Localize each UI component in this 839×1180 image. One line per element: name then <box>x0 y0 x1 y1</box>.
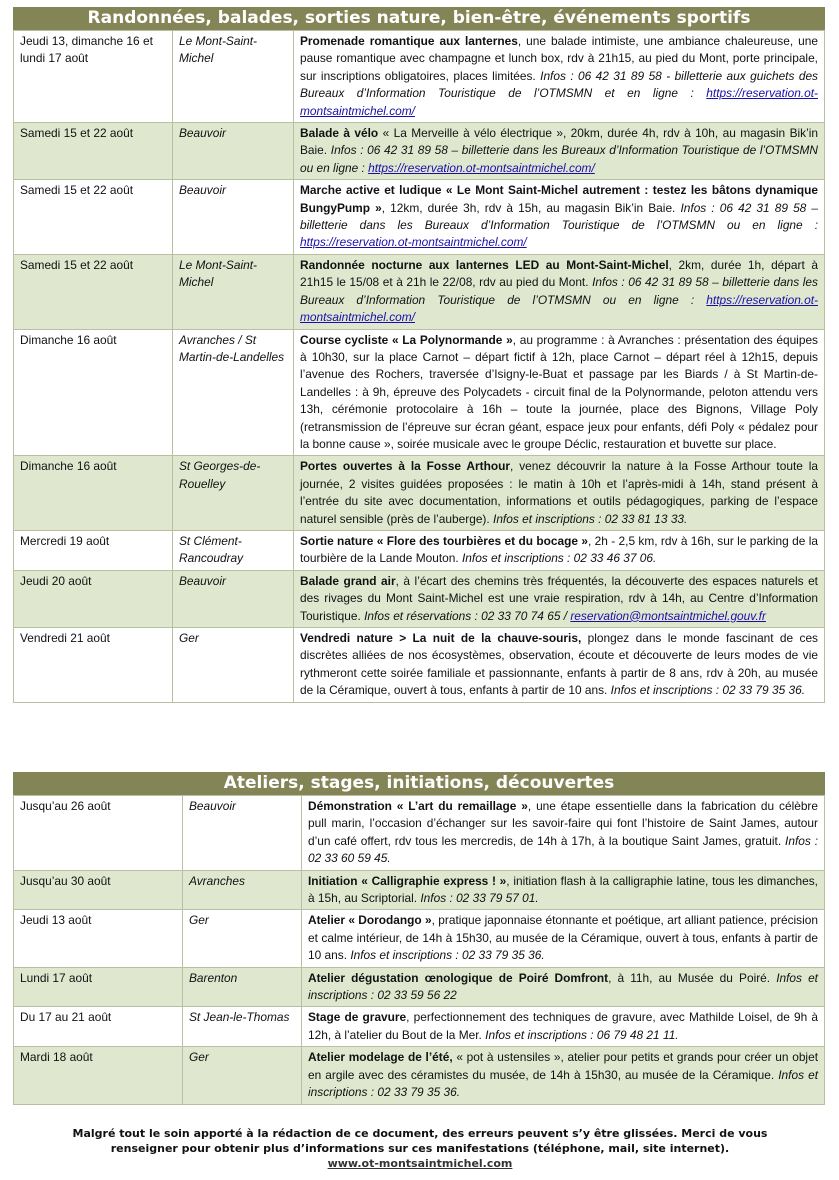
booking-link[interactable]: https://reservation.ot-montsaintmichel.com/ <box>300 86 818 118</box>
event-title: Balade grand air <box>300 573 396 588</box>
event-date: Jeudi 20 août <box>14 570 173 627</box>
table-row <box>14 123 825 180</box>
event-place: Beauvoir <box>183 796 302 871</box>
event-description <box>302 796 825 871</box>
event-info: Infos et inscriptions : 02 33 79 35 36. <box>308 1067 819 1100</box>
event-place: Ger <box>183 910 302 967</box>
event-date: Dimanche 16 août <box>14 329 173 456</box>
section-title: Randonnées, balades, sorties nature, bien-être, événements sportifs <box>13 7 825 30</box>
event-title: Atelier dégustation œnologique de Poiré Domfront <box>308 970 609 985</box>
event-date: Mercredi 19 août <box>14 530 173 570</box>
table-row <box>14 530 825 570</box>
event-text: , perfectionnement des techniques de gravure, avec Mathilde Loisel, de 9h à 12h, à l’atelier du Bout de la Mer. <box>308 1010 818 1042</box>
event-description <box>294 329 825 456</box>
table-row <box>14 967 825 1007</box>
event-description <box>294 123 825 180</box>
event-title: Course cycliste « La Polynormande » <box>300 332 513 347</box>
event-info: Infos : 02 33 79 57 01. <box>420 891 539 906</box>
event-info: Infos : 06 42 31 89 58 – billetterie dans les Bureaux d’Information Touristique de l’OTMSMN ou en ligne : <box>300 143 819 175</box>
event-title: Balade à vélo <box>300 126 379 141</box>
event-text: , 2km, durée 1h, départ à 21h15 le 15/08 et à 21h le 22/08, rdv au pied du Mont. <box>300 257 818 290</box>
event-text: « La Merveille à vélo électrique », 20km, durée 4h, rdv à 10h, au magasin Bik’in Baie. <box>300 126 818 158</box>
event-title: Initiation « Calligraphie express ! » <box>308 873 507 888</box>
event-date: Mardi 18 août <box>14 1047 183 1104</box>
event-place: Barenton <box>183 967 302 1007</box>
event-text: , 2h - 2,5 km, rdv à 16h, sur le parking de la tourbière de la Lande Mouton. <box>300 533 818 566</box>
event-title: Promenade romantique aux lanternes <box>300 34 518 48</box>
event-title: Portes ouvertes à la Fosse Arthour <box>300 459 511 474</box>
event-info: Infos et inscriptions : 02 33 79 35 36. <box>350 948 545 963</box>
event-text: , venez découvrir la nature à la Fosse Arthour toute la journée, 2 visites guidées proposées : le matin à 10h et l’après-midi à 14h, stand présent à l’entrée du site avec documentation, informations et outils pédagogiques, parking de l’espace naturel sensible (près de l’auberge). <box>300 459 818 526</box>
event-info: Infos et inscriptions : 02 33 79 35 36. <box>610 683 806 698</box>
event-place: Beauvoir <box>173 180 294 255</box>
event-description <box>294 180 825 255</box>
event-place: Beauvoir <box>173 570 294 627</box>
event-date: Samedi 15 et 22 août <box>14 180 173 255</box>
event-date: Samedi 15 et 22 août <box>14 254 173 329</box>
event-text: , pratique japonnaise étonnante et poétique, art alliant patience, précision et calme intérieur, de 14h à 15h30, au musée de la Céramique, ouvert à tous, enfants à partir de 10 ans. <box>308 913 818 963</box>
event-place: Le Mont-Saint-Michel <box>173 31 294 123</box>
event-description <box>294 456 825 531</box>
table-row <box>14 254 825 329</box>
event-place: Le Mont-Saint-Michel <box>173 254 294 329</box>
event-date: Samedi 15 et 22 août <box>14 123 173 180</box>
table-row <box>14 1007 825 1047</box>
table-row <box>14 180 825 255</box>
event-place: Avranches / St Martin-de-Landelles <box>173 329 294 456</box>
event-text: , une balade intimiste, une ambiance chaleureuse, une pause romantique avec champagne et lunch box, rdv à 21h15, au pied du Mont, porte principale, sur inscriptions obligatoires, places limitées. <box>300 34 818 83</box>
table-row <box>14 329 825 456</box>
event-date: Vendredi 21 août <box>14 628 173 703</box>
event-info: Infos et inscriptions : 06 79 48 21 11. <box>485 1027 679 1042</box>
event-place: St Clément-Rancoudray <box>173 530 294 570</box>
event-text: plongez dans le monde fascinant de ces discrètes alliées de nos écosystèmes, observation, écoute et découverte de leurs modes de vie rythmeront cette soirée familiale et passionnante, enfants à partir de 8 ans, rdv à 20h, au musée de la Céramique, ouvert à tous, enfants à partir de 10 ans. <box>300 631 819 698</box>
event-title: Atelier « Dorodango » <box>308 913 432 928</box>
events-table <box>13 30 825 703</box>
event-place: St Georges-de-Rouelley <box>173 456 294 531</box>
event-description <box>302 967 825 1007</box>
event-info: Infos : 06 42 31 89 58 – billetterie dans les Bureaux d’Information Touristique de l’OTMSMN ou en ligne : <box>300 200 819 233</box>
table-row <box>14 456 825 531</box>
event-info: Infos et inscriptions : 02 33 46 37 06. <box>461 551 657 566</box>
table-row <box>14 31 825 123</box>
table-row <box>14 628 825 703</box>
event-title: Démonstration « L’art du remaillage » <box>308 799 528 813</box>
event-place: Avranches <box>183 870 302 910</box>
event-date: Lundi 17 août <box>14 967 183 1007</box>
disclaimer-text: Malgré tout le soin apporté à la rédaction de ce document, des erreurs peuvent s’y être glissées. Merci de vous renseigner pour obtenir plus d’informations sur ces manifestations (téléphone, mail, site internet). <box>72 1127 768 1155</box>
event-date: Dimanche 16 août <box>14 456 173 531</box>
event-text: , 12km, durée 3h, rdv à 15h, au magasin Bik’in Baie. <box>381 200 681 215</box>
event-date: Jeudi 13 août <box>14 910 183 967</box>
section-randonnees <box>13 7 825 703</box>
table-row <box>14 870 825 910</box>
event-title: Marche active et ludique « Le Mont Saint-Michel autrement : testez les bâtons dynamique BungyPump » <box>300 183 818 215</box>
table-row <box>14 796 825 871</box>
event-description <box>302 1007 825 1047</box>
event-text: , à l’écart des chemins très fréquentés, la découverte des espaces naturels et des rivages du Mont Saint-Michel est une vraie respiration, rdv à 14h, au Centre d’Information Touristique. <box>300 573 818 623</box>
event-date: Du 17 au 21 août <box>14 1007 183 1047</box>
booking-link[interactable]: https://reservation.ot-montsaintmichel.com/ <box>368 160 595 175</box>
event-text: , initiation flash à la calligraphie latine, tous les dimanches, à 15h, au Scriptorial. <box>308 873 818 906</box>
event-place: Beauvoir <box>173 123 294 180</box>
event-place: St Jean-le-Thomas <box>183 1007 302 1047</box>
section-title: Ateliers, stages, initiations, découvertes <box>13 772 825 795</box>
table-row <box>14 1047 825 1104</box>
event-description <box>294 31 825 123</box>
table-row <box>14 570 825 627</box>
event-place: Ger <box>173 628 294 703</box>
event-description <box>294 254 825 329</box>
event-description <box>302 1047 825 1104</box>
website-link[interactable]: www.ot-montsaintmichel.com <box>327 1157 513 1170</box>
events-table <box>13 795 825 1105</box>
event-description <box>294 530 825 570</box>
event-title: Randonnée nocturne aux lanternes LED au Mont-Saint-Michel <box>300 257 669 272</box>
event-place: Ger <box>183 1047 302 1104</box>
disclaimer-footer <box>40 1126 800 1171</box>
event-info: Infos et inscriptions : 02 33 81 13 33. <box>493 511 688 526</box>
event-text: « pot à ustensiles », atelier pour petits et grands pour créer un objet en argile avec des céramistes du musée, de 14h à 15h30, au musée de la Céramique. <box>308 1050 818 1082</box>
event-text: , au programme : à Avranches : présentation des équipes à 10h30, sur la place Carnot – départ fictif à 12h, place Carnot – départ réel à 12h15, depuis l’avenue des Rochers, traversée d’Isigny-le-Buat et passage par les Biards / à St Martin-de-Landelles : à 9h, épreuve des Polycadets - circuit final de la Polynormande, peloton attendu vers 13h, cérémonie protocolaire à 16h – toute la journée, place des Bignons, Village Poly (retransmission de l’épreuve sur écran géant, espace jeux pour enfants, défi Poly « pédalez pour la bonne cause », soirée musicale avec le groupe Déclic, restauration et buvette sur place. <box>300 332 818 451</box>
section-ateliers <box>13 772 825 1105</box>
event-description <box>302 870 825 910</box>
event-date: Jeudi 13, dimanche 16 et lundi 17 août <box>14 31 173 123</box>
event-title: Atelier modelage de l’été, <box>308 1050 453 1065</box>
event-description <box>294 628 825 703</box>
event-info: Infos : 06 42 31 89 58 - billetterie aux guichets des Bureaux d’Information Touristique de l’OTMSMN et en ligne : <box>300 68 819 101</box>
booking-link[interactable]: https://reservation.ot-montsaintmichel.com/ <box>300 235 527 250</box>
event-text: , une étape essentielle dans la fabrication du célèbre pull marin, l’occasion d’échanger sur les savoir-faire qui font l’histoire de Saint James, autour d’un café offert, rdv tous les mercredis, de 14h à 17h, à la boutique Saint James, gratuit. <box>308 799 819 848</box>
event-info: Infos et inscriptions : 02 33 59 56 22 <box>308 970 818 1003</box>
booking-link[interactable]: reservation@montsaintmichel.gouv.fr <box>570 608 766 623</box>
event-description <box>294 570 825 627</box>
event-date: Jusqu’au 30 août <box>14 870 183 910</box>
event-info: Infos : 06 42 31 89 58 – billetterie dans les Bureaux d’Information Touristique de l’OTMSMN ou en ligne : <box>300 275 818 307</box>
booking-link[interactable]: https://reservation.ot-montsaintmichel.com/ <box>300 292 818 325</box>
event-title: Sortie nature « Flore des tourbières et du bocage » <box>300 533 588 548</box>
event-text: , à 11h, au Musée du Poiré. <box>608 970 777 985</box>
event-date: Jusqu’au 26 août <box>14 796 183 871</box>
event-title: Vendredi nature > La nuit de la chauve-souris, <box>300 631 582 645</box>
event-title: Stage de gravure <box>308 1010 407 1025</box>
table-row <box>14 910 825 967</box>
event-description <box>302 910 825 967</box>
event-info: Infos : 02 33 60 59 45. <box>308 833 819 866</box>
event-info: Infos et réservations : 02 33 70 74 65 / <box>364 608 571 623</box>
